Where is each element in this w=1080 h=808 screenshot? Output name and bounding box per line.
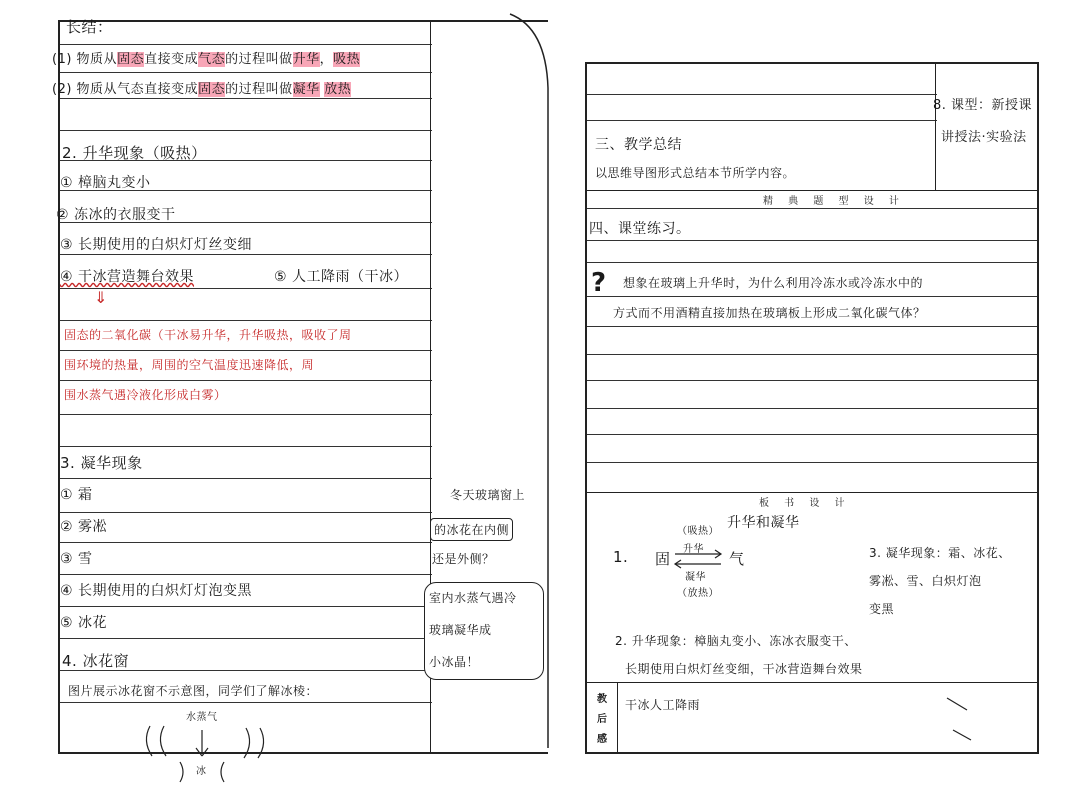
section-2-title: 2. 升华现象（吸热） — [62, 144, 207, 162]
sublimation-item-1: ① 樟脑丸变小 — [60, 175, 151, 191]
sketch-label-vapor: 水蒸气 — [186, 712, 218, 723]
reflection-label-1: 教 — [597, 694, 608, 705]
phase-change-diagram — [613, 516, 773, 606]
board-deposition-line-2: 雾凇、雪、白炽灯泡 — [869, 574, 982, 588]
reflection-label-3: 感 — [597, 734, 608, 745]
printed-header-typical-questions: 精 典 题 型 设 计 — [763, 196, 905, 207]
dry-ice-explanation-line-2: 围环境的热量，周围的空气温度迅速降低，周 — [64, 358, 315, 372]
margin-note-line-3: 还是外侧？ — [432, 552, 495, 566]
deposition-item-4: ④ 长期使用的白炽灯灯泡变黑 — [60, 583, 253, 599]
summary-title: 三、教学总结 — [595, 137, 682, 153]
margin-note-line-1: 冬天玻璃窗上 — [450, 488, 526, 502]
deposition-item-3: ③ 雪 — [60, 551, 93, 567]
board-deposition-arrow-label: 凝华 — [685, 572, 706, 583]
lesson-type-note-1: 8. 课型：新授课 — [933, 98, 1033, 113]
board-title: 升华和凝华 — [727, 515, 800, 531]
practice-question-line-2: 方式而不用酒精直接加热在玻璃板上形成二氧化碳气体？ — [613, 306, 926, 320]
pen-stroke-mark — [943, 694, 983, 744]
board-solid-label: 固 — [655, 550, 671, 568]
printed-header-board-design: 板 书 设 计 — [759, 498, 851, 509]
board-sublimation-arrow-label: 升华 — [683, 544, 704, 555]
sketch-label-ice: 冰 — [196, 766, 207, 777]
right-notebook-page — [585, 62, 1039, 754]
sublimation-item-4: ④ 干冰营造舞台效果 — [60, 269, 195, 285]
question-mark-icon: ? — [591, 268, 607, 298]
board-deposition-line-1: 3. 凝华现象：霜、冰花、 — [869, 546, 1011, 560]
sublimation-item-3: ③ 长期使用的白炽灯灯丝变细 — [60, 237, 253, 253]
dry-ice-explanation-line-3: 围水蒸气遇冷液化形成白雾） — [64, 388, 227, 402]
board-absorb-heat-label: （吸热） — [677, 526, 719, 537]
board-gas-label: 气 — [729, 550, 745, 568]
practice-title: 四、课堂练习。 — [589, 221, 691, 237]
reflection-label-2: 后 — [597, 714, 608, 725]
notes-header: 长结： — [66, 18, 113, 36]
goal-line-2: (2) 物质从气态直接变成固态的过程叫做凝华 放热 — [52, 82, 352, 97]
margin-answer-line-1: 室内水蒸气遇冷 — [429, 591, 517, 605]
practice-question-line-1: 想象在玻璃上升华时，为什么利用冷冻水或冷冻水中的 — [623, 276, 924, 290]
board-release-heat-label: （放热） — [677, 588, 719, 599]
dry-ice-explanation-line-1: 固态的二氧化碳（干冰易升华，升华吸热，吸收了周 — [64, 328, 352, 342]
margin-note-line-2: 的冰花在内侧 — [430, 518, 513, 541]
left-notebook-page — [52, 18, 432, 777]
lesson-type-note-2: 讲授法·实验法 — [941, 130, 1027, 145]
summary-text: 以思维导图形式总结本节所学内容。 — [595, 166, 796, 180]
board-sublimation-line-2: 长期使用白炽灯丝变细，干冰营造舞台效果 — [625, 662, 863, 676]
ice-window-sketch — [140, 706, 280, 786]
board-sublimation-line-1: 2. 升华现象：樟脑丸变小、冻冰衣服变干、 — [615, 634, 857, 648]
page-curl-edge — [506, 8, 556, 768]
sublimation-item-5: ⑤ 人工降雨（干冰） — [274, 269, 409, 285]
goal-line-1: (1) 物质从固态直接变成气态的过程叫做升华，吸热 — [52, 52, 361, 67]
ice-window-description: 图片展示冰花窗不示意图，同学们了解冰棱： — [68, 684, 319, 698]
sublimation-item-2: ② 冻冰的衣服变干 — [56, 207, 176, 223]
deposition-item-2: ② 雾凇 — [60, 519, 108, 535]
section-4-title: 4. 冰花窗 — [62, 652, 130, 670]
deposition-item-1: ① 霜 — [60, 487, 93, 503]
margin-answer-line-2: 玻璃凝华成 — [429, 623, 492, 637]
margin-answer-line-3: 小冰晶！ — [429, 655, 480, 669]
reflection-text: 干冰人工降雨 — [625, 698, 701, 712]
board-deposition-line-3: 变黑 — [869, 602, 895, 616]
deposition-item-5: ⑤ 冰花 — [60, 615, 108, 631]
down-arrow-icon: ⇓ — [94, 288, 108, 307]
board-item-1-number: 1. — [613, 548, 629, 566]
section-3-title: 3. 凝华现象 — [60, 454, 143, 472]
